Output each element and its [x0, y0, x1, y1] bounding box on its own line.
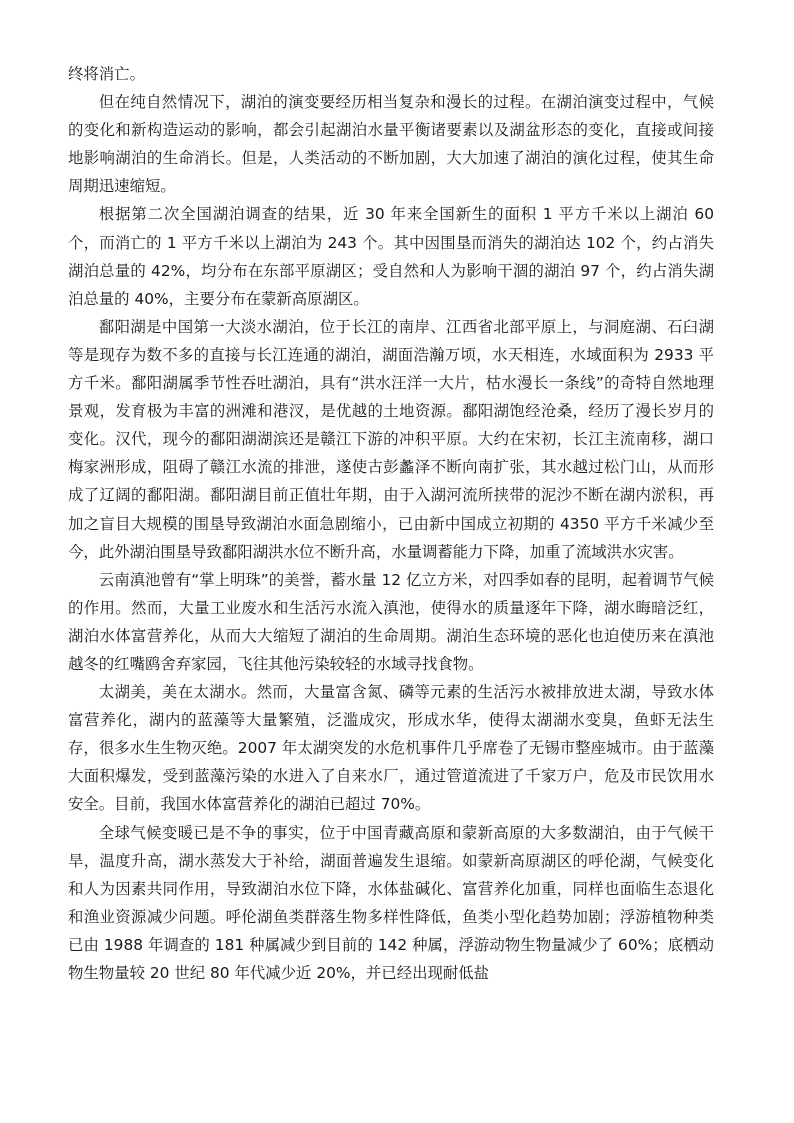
paragraph-poyang-lake: 鄱阳湖是中国第一大淡水湖泊，位于长江的南岸、江西省北部平原上，与洞庭湖、石臼湖等是现存为数不多的直接与长江连通的湖泊，湖面浩瀚万顷，水天相连，水域面积为 2933 平方千米。鄱阳湖属季节性吞吐湖泊，具有“洪水汪洋一大片，枯水漫长一条线”的奇特自然地理景观，发育极为丰富的洲滩和港汊，是优越的土地资源。鄱阳湖饱经沧桑，经历了漫长岁月的变化。汉代，现今的鄱阳湖湖滨还是赣江下游的冲积平原。大约在宋初，长江主流南移，湖口梅家洲形成，阻碍了赣江水流的排泄，遂使古彭蠡泽不断向南扩张，其水越过松门山，从而形成了辽阔的鄱阳湖。鄱阳湖目前正值壮年期，由于入湖河流所挟带的泥沙不断在湖内淤积，再加之盲目大规模的围垦导致湖泊水面急剧缩小，已由新中国成立初期的 4350 平方千米减少至今，此外湖泊围垦导致鄱阳湖洪水位不断升高，水量调蓄能力下降，加重了流域洪水灾害。: [68, 317, 714, 561]
paragraph-dianchi-lake: 云南滇池曾有“掌上明珠”的美誉，蓄水量 12 亿立方米，对四季如春的昆明，起着调节气候的作用。然而，大量工业废水和生活污水流入滇池，使得水的质量逐年下降，湖水晦暗泛红，湖泊水体富营养化，从而大大缩短了湖泊的生命周期。湖泊生态环境的恶化也迫使历来在滇池越冬的红嘴鸥舍弃家园，飞往其他污染较轻的水域寻找食物。: [68, 570, 714, 673]
paragraph-lake-survey: 根据第二次全国湖泊调查的结果，近 30 年来全国新生的面积 1 平方千米以上湖泊 60 个，而消亡的 1 平方千米以上湖泊为 243 个。其中因围垦而消失的湖泊达 102 个，约占消失湖泊总量的 42%，均分布在东部平原湖区；受自然和人为影响干涸的湖泊 97 个，约占消失湖泊总量的 40%，主要分布在蒙新高原湖区。: [68, 205, 714, 308]
paragraph-hulun-lake: 全球气候变暖已是不争的事实，位于中国青藏高原和蒙新高原的大多数湖泊，由于气候干旱，温度升高，湖水蒸发大于补给，湖面普遍发生退缩。如蒙新高原湖区的呼伦湖，气候变化和人为因素共同作用，导致湖泊水位下降，水体盐碱化、富营养化加重，同样也面临生态退化和渔业资源减少问题。呼伦湖鱼类群落生物多样性降低，鱼类小型化趋势加剧；浮游植物种类已由 1988 年调查的 181 种属减少到目前的 142 种属，浮游动物生物量减少了 60%；底栖动物生物量较 20 世纪 80 年代减少近 20%，并已经出现耐低盐: [68, 823, 714, 982]
document-page: [68, 60, 714, 987]
paragraph-taihu-lake: 太湖美，美在太湖水。然而，大量富含氮、磷等元素的生活污水被排放进太湖，导致水体富营养化，湖内的蓝藻等大量繁殖，泛滥成灾，形成水华，使得太湖湖水变臭，鱼虾无法生存，很多水生生物灭绝。2007 年太湖突发的水危机事件几乎席卷了无锡市整座城市。由于蓝藻大面积爆发，受到蓝藻污染的水进入了自来水厂，通过管道流进了千家万户，危及市民饮用水安全。目前，我国水体富营养化的湖泊已超过 70%。: [68, 683, 714, 814]
paragraph-continuation: 终将消亡。: [68, 65, 145, 83]
paragraph-lake-evolution: 但在纯自然情况下，湖泊的演变要经历相当复杂和漫长的过程。在湖泊演变过程中，气候的变化和新构造运动的影响，都会引起湖泊水量平衡诸要素以及湖盆形态的变化，直接或间接地影响湖泊的生命消长。但是，人类活动的不断加剧，大大加速了湖泊的演化过程，使其生命周期迅速缩短。: [68, 93, 714, 196]
